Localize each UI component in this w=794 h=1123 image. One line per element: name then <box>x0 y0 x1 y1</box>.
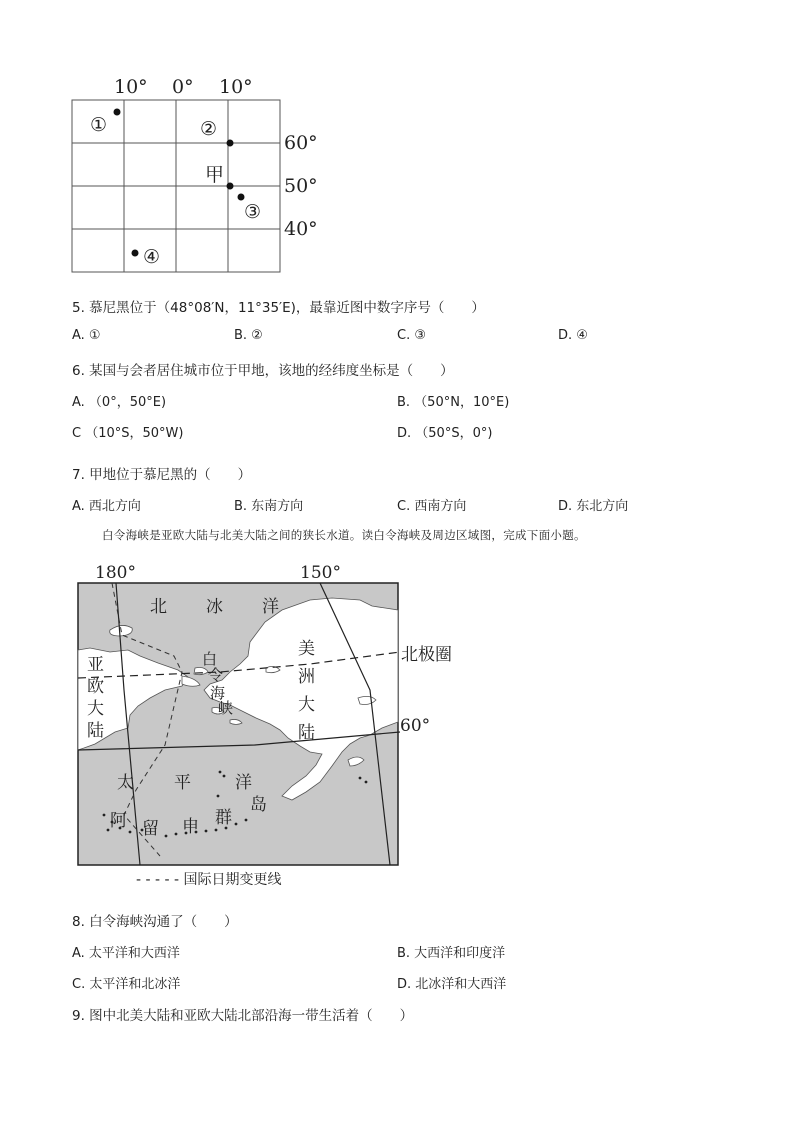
question-7-option-d[interactable]: D. 东北方向 <box>558 499 629 514</box>
question-7-option-b[interactable]: B. 东南方向 <box>234 499 304 514</box>
ocean-north-char-2: 冰 <box>206 597 223 617</box>
islands-char-1: 阿 <box>110 811 127 831</box>
map-intro-text: 白令海峡是亚欧大陆与北美大陆之间的狭长水道。读白令海峡及周边区域图，完成下面小题。 <box>102 528 586 542</box>
arctic-circle-label: 北极圈 <box>401 645 452 665</box>
america-char-4: 陆 <box>298 723 315 743</box>
lat-label-60: 60° <box>400 716 431 736</box>
question-5-option-a[interactable]: A. ① <box>72 328 101 343</box>
question-8-option-a[interactable]: A. 太平洋和大西洋 <box>72 946 180 961</box>
question-9-stem: 9. 图中北美大陆和亚欧大陆北部沿海一带生活着（ ） <box>72 1008 414 1024</box>
top-label-10e: 10° <box>219 76 253 98</box>
place-label-jia: 甲 <box>205 164 225 186</box>
marker-2: ② <box>200 118 218 140</box>
america-char-2: 洲 <box>298 667 315 687</box>
right-label-40: 40° <box>284 218 318 240</box>
question-5-option-c[interactable]: C. ③ <box>397 328 426 343</box>
islands-char-3: 申 <box>182 817 199 837</box>
marker-dot-3 <box>238 194 245 201</box>
question-7-option-a[interactable]: A. 西北方向 <box>72 499 141 514</box>
eurasia-char-4: 陆 <box>87 721 104 741</box>
strait-char-1: 白 <box>202 650 218 668</box>
question-6-option-a[interactable]: A. （0°，50°E) <box>72 395 167 410</box>
date-line-legend: - - - - - 国际日期变更线 <box>136 872 282 888</box>
question-6-stem: 6. 某国与会者居住城市位于甲地，该地的经纬度坐标是（ ） <box>72 363 454 379</box>
islands-char-5: 岛 <box>250 795 267 815</box>
question-6-option-d[interactable]: D. （50°S，0°) <box>397 426 493 441</box>
marker-dot-2 <box>227 140 234 147</box>
bering-map-figure <box>70 560 470 890</box>
america-char-3: 大 <box>298 695 315 715</box>
top-label-10w: 10° <box>114 76 148 98</box>
marker-3: ③ <box>244 201 262 223</box>
right-label-50: 50° <box>284 175 318 197</box>
ocean-pacific-char-2: 平 <box>174 773 191 793</box>
question-5-option-d[interactable]: D. ④ <box>558 328 588 343</box>
marker-dot-4 <box>132 250 139 257</box>
question-6-option-b[interactable]: B. （50°N，10°E) <box>397 395 510 410</box>
strait-char-4: 峡 <box>218 699 234 717</box>
grid-figure <box>60 70 340 280</box>
right-label-60: 60° <box>284 132 318 154</box>
question-6-option-c[interactable]: C （10°S，50°W) <box>72 426 184 441</box>
ocean-north-char-3: 洋 <box>262 597 279 617</box>
eurasia-char-2: 欧 <box>87 677 104 697</box>
lon-label-180: 180° <box>95 563 136 583</box>
ocean-north-char-1: 北 <box>150 597 167 617</box>
question-8-option-c[interactable]: C. 太平洋和北冰洋 <box>72 977 181 992</box>
marker-4: ④ <box>143 246 161 268</box>
ocean-pacific-char-1: 太 <box>117 773 134 793</box>
strait-char-2: 令 <box>208 666 224 684</box>
question-7-option-c[interactable]: C. 西南方向 <box>397 499 467 514</box>
question-7-stem: 7. 甲地位于慕尼黑的（ ） <box>72 467 252 483</box>
question-8-option-b[interactable]: B. 大西洋和印度洋 <box>397 946 506 961</box>
ocean-pacific-char-3: 洋 <box>235 773 252 793</box>
question-8-option-d[interactable]: D. 北冰洋和大西洋 <box>397 977 507 992</box>
question-5-option-b[interactable]: B. ② <box>234 328 263 343</box>
marker-dot-jia <box>227 183 234 190</box>
eurasia-char-1: 亚 <box>87 655 104 675</box>
marker-dot-1 <box>114 109 121 116</box>
lon-label-150: 150° <box>300 563 341 583</box>
islands-char-4: 群 <box>215 808 232 828</box>
top-label-0: 0° <box>172 76 194 98</box>
america-char-1: 美 <box>298 639 315 659</box>
marker-1: ① <box>90 114 108 136</box>
question-5-stem: 5. 慕尼黑位于（48°08′N，11°35′E)，最靠近图中数字序号（ ） <box>72 300 485 316</box>
islands-char-2: 留 <box>142 819 159 839</box>
question-8-stem: 8. 白令海峡沟通了（ ） <box>72 914 238 930</box>
strait-char-3: 海 <box>210 684 226 702</box>
eurasia-char-3: 大 <box>87 699 104 719</box>
